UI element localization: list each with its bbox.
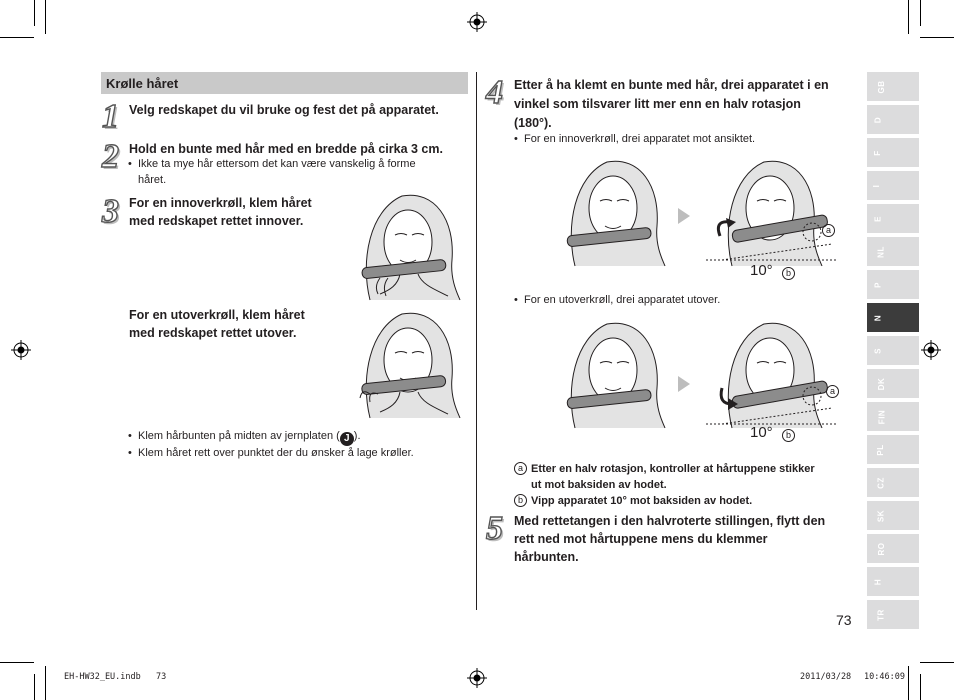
lang-tab-cz[interactable]: CZ (867, 468, 919, 497)
label-a-marker: a (822, 221, 839, 239)
crop-mark (920, 37, 954, 38)
lang-tab-sk[interactable]: SK (867, 501, 919, 530)
lang-tab-s[interactable]: S (867, 336, 919, 365)
step-4-line3: (180°). (514, 116, 552, 130)
crop-mark (908, 666, 909, 700)
angle-label: 10° (750, 262, 773, 279)
step-4-line1: Etter å ha klemt en bunte med hår, drei apparatet i en (514, 78, 829, 92)
j-icon: J (340, 432, 354, 446)
step-3-inward-line1: For en innoverkrøll, klem håret (129, 196, 312, 210)
arrow-right-icon (676, 206, 692, 226)
illustration-inward-start (545, 156, 667, 268)
step-3-outward-line1: For en utoverkrøll, klem håret (129, 308, 305, 322)
step-5-line2: rett ned mot hårtuppene mens du klemmer (514, 532, 768, 546)
step-2-bullet: • Ikke ta mye hår ettersom det kan være vanskelig å forme (138, 156, 416, 172)
step-2-bullet-cont: håret. (138, 174, 167, 186)
crop-mark (0, 662, 34, 663)
step-2-text: Hold en bunte med hår med en bredde på cirka 3 cm. (129, 142, 443, 156)
arrow-right-icon (676, 374, 692, 394)
footer-page: 73 (156, 672, 167, 682)
step-4-bullet-outward: • For en utoverkrøll, drei apparatet utover. (524, 292, 720, 308)
illustration-inward-rotated (702, 156, 842, 278)
registration-mark-icon (921, 340, 941, 360)
page-number: 73 (836, 612, 852, 628)
crop-mark (920, 674, 921, 700)
step-3-note-1: • Klem hårbunten på midten av jernplaten ( J ). (138, 428, 361, 446)
lang-tab-p[interactable]: P (867, 270, 919, 299)
lang-tab-d[interactable]: D (867, 105, 919, 134)
crop-mark (34, 674, 35, 700)
lang-tab-fin[interactable]: FIN (867, 402, 919, 431)
lang-tab-nl[interactable]: NL (867, 237, 919, 266)
illustration-outward-start (545, 318, 667, 430)
footer-date: 2011/03/28 (800, 672, 852, 682)
section-title: Krølle håret (106, 76, 179, 91)
crop-mark (34, 0, 35, 26)
lang-tab-f[interactable]: F (867, 138, 919, 167)
illustration-outward-curl (340, 308, 462, 420)
lang-tab-tr[interactable]: TR (867, 600, 919, 629)
illustration-outward-rotated (702, 318, 842, 440)
step-number: 1 (102, 98, 119, 135)
step-number: 5 (486, 510, 503, 547)
registration-mark-icon (467, 668, 487, 688)
step-5-line3: hårbunten. (514, 550, 579, 564)
lang-tab-pl[interactable]: PL (867, 435, 919, 464)
crop-mark (908, 0, 909, 34)
note-a: a Etter en halv rotasjon, kontroller at hårtuppene stikker (514, 461, 815, 477)
registration-mark-icon (467, 12, 487, 32)
crop-mark (45, 0, 46, 34)
lang-tab-i[interactable]: I (867, 171, 919, 200)
step-number: 2 (102, 138, 119, 175)
step-4-line2: vinkel som tilsvarer litt mer enn en halv rotasjon (514, 97, 801, 111)
footer-file: EH-HW32_EU.indb (64, 672, 141, 682)
step-1-text: Velg redskapet du vil bruke og fest det på apparatet. (129, 103, 439, 117)
registration-mark-icon (11, 340, 31, 360)
lang-tab-ro[interactable]: RO (867, 534, 919, 563)
step-4-bullet-inward: • For en innoverkrøll, drei apparatet mot ansiktet. (524, 131, 755, 147)
footer-time: 10:46:09 (864, 672, 905, 682)
label-a-marker: a (826, 382, 843, 400)
step-number: 4 (486, 74, 503, 111)
step-5-line1: Med rettetangen i den halvroterte stillingen, flytt den (514, 514, 826, 528)
lang-tab-e[interactable]: E (867, 204, 919, 233)
lang-tab-gb[interactable]: GB (867, 72, 919, 101)
note-b: b Vipp apparatet 10° mot baksiden av hodet. (514, 493, 752, 509)
step-3-note-2: • Klem håret rett over punktet der du ønsker å lage krøller. (138, 445, 414, 461)
crop-mark (920, 0, 921, 26)
lang-tab-dk[interactable]: DK (867, 369, 919, 398)
note-a-cont: ut mot baksiden av hodet. (531, 479, 667, 491)
crop-mark (45, 666, 46, 700)
crop-mark (0, 37, 34, 38)
label-b-marker: b (782, 426, 799, 444)
lang-tab-h[interactable]: H (867, 567, 919, 596)
illustration-inward-curl (340, 190, 462, 302)
step-3-inward-line2: med redskapet rettet innover. (129, 214, 304, 228)
step-number: 3 (102, 193, 119, 230)
column-divider (476, 72, 477, 610)
step-3-outward-line2: med redskapet rettet utover. (129, 326, 297, 340)
crop-mark (920, 662, 954, 663)
label-b-marker: b (782, 264, 799, 282)
lang-tab-n[interactable]: N (867, 303, 919, 332)
angle-label: 10° (750, 424, 773, 441)
